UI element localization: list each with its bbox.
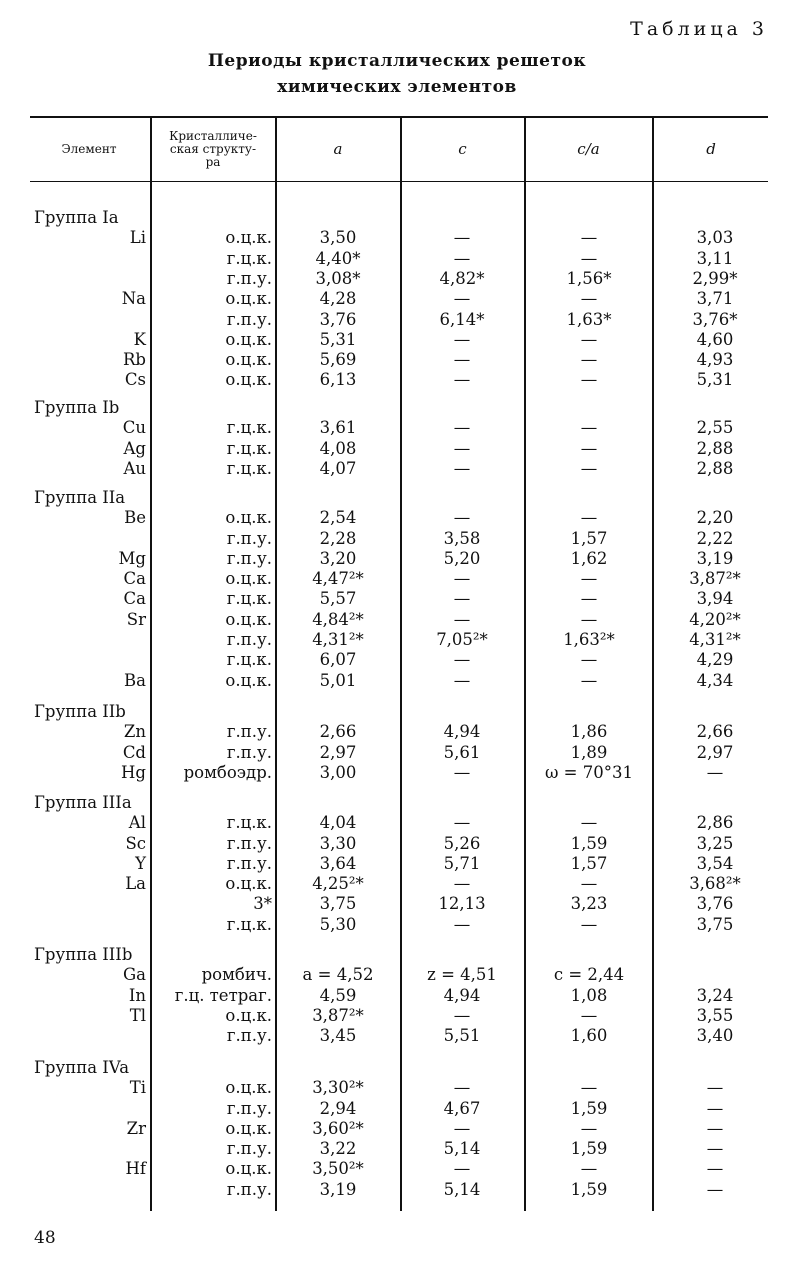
table-row [0, 549, 794, 569]
c-over-a-cell: — [580, 439, 598, 458]
d-cell: 3,24 [696, 986, 734, 1005]
a-cell: 3,20 [319, 549, 357, 568]
structure-cell: о.ц.к. [225, 508, 272, 527]
table-row [0, 874, 794, 894]
table-row [0, 915, 794, 935]
table-row [0, 630, 794, 650]
element-cell: Li [129, 228, 146, 247]
structure-cell: г.ц.к. [226, 249, 272, 268]
element-cell: Ga [122, 965, 146, 984]
c-cell: — [453, 915, 471, 934]
table-row [0, 289, 794, 309]
table-row [0, 569, 794, 589]
d-cell: — [706, 763, 724, 782]
a-cell: 4,04 [319, 813, 357, 832]
c-over-a-cell: 1,57 [570, 854, 608, 873]
c-cell: — [453, 1006, 471, 1025]
c-over-a-cell: 1,86 [570, 722, 608, 741]
table-row [0, 370, 794, 390]
a-cell: 3,75 [319, 894, 357, 913]
c-cell: — [453, 874, 471, 893]
c-cell: 7,05²* [436, 630, 488, 649]
a-cell: 2,28 [319, 529, 357, 548]
table-row [0, 743, 794, 763]
a-cell: 3,76 [319, 310, 357, 329]
element-cell: Sc [125, 834, 146, 853]
a-cell: 6,07 [319, 650, 357, 669]
c-over-a-cell: — [580, 249, 598, 268]
element-cell: Y [135, 854, 146, 873]
d-cell: 4,31²* [689, 630, 741, 649]
d-cell: 3,68²* [689, 874, 741, 893]
c-cell: 4,94 [443, 722, 481, 741]
c-over-a-cell: — [580, 874, 598, 893]
a-cell: 5,57 [319, 589, 357, 608]
c-over-a-cell: — [580, 459, 598, 478]
header-a: a [333, 139, 343, 158]
c-cell: — [453, 813, 471, 832]
page-number: 48 [34, 1228, 56, 1248]
c-over-a-cell: — [580, 610, 598, 629]
a-cell: 5,30 [319, 915, 357, 934]
a-cell: 4,40* [315, 249, 361, 268]
element-cell: Ag [123, 439, 146, 458]
d-cell: 5,31 [696, 370, 734, 389]
header-element: Элемент [61, 141, 117, 156]
structure-cell: г.ц.к. [226, 418, 272, 437]
a-cell: 4,08 [319, 439, 357, 458]
a-cell: 2,97 [319, 743, 357, 762]
c-cell: 5,20 [443, 549, 481, 568]
c-over-a-cell: 1,62 [570, 549, 608, 568]
structure-cell: г.п.у. [226, 529, 272, 548]
element-cell: Zr [126, 1119, 146, 1138]
a-cell: 3,30 [319, 834, 357, 853]
table-row [0, 330, 794, 350]
structure-cell: г.п.у. [226, 269, 272, 288]
group-label: Группа IIIb [34, 945, 133, 964]
d-cell: — [706, 1099, 724, 1118]
element-cell: Cd [122, 743, 146, 762]
c-cell: 5,14 [443, 1139, 481, 1158]
c-over-a-cell: 1,63* [566, 310, 612, 329]
c-over-a-cell: — [580, 813, 598, 832]
table-title-line-2: химических элементов [277, 77, 517, 97]
a-cell: 5,31 [319, 330, 357, 349]
structure-cell: г.п.у. [226, 549, 272, 568]
table-row [0, 508, 794, 528]
c-cell: 12,13 [438, 894, 486, 913]
c-cell: 5,71 [443, 854, 481, 873]
table-row [0, 1099, 794, 1119]
d-cell: — [706, 1180, 724, 1199]
c-cell: — [453, 439, 471, 458]
a-cell: 2,66 [319, 722, 357, 741]
d-cell: 3,25 [696, 834, 734, 853]
c-over-a-cell: — [580, 1006, 598, 1025]
c-over-a-cell: 1,60 [570, 1026, 608, 1045]
d-cell: 3,94 [696, 589, 734, 608]
structure-cell: г.п.у. [226, 1099, 272, 1118]
a-cell: 2,54 [319, 508, 357, 527]
structure-cell: г.ц.к. [226, 459, 272, 478]
c-over-a-cell: 1,59 [570, 1139, 608, 1158]
a-cell: 3,50²* [312, 1159, 364, 1178]
a-cell: 3,61 [319, 418, 357, 437]
c-over-a-cell: — [580, 508, 598, 527]
c-over-a-cell: 1,59 [570, 834, 608, 853]
element-cell: Hg [121, 763, 146, 782]
table-row [0, 854, 794, 874]
table-row [0, 965, 794, 985]
group-label: Группа Ia [34, 208, 119, 227]
table-row [0, 459, 794, 479]
element-cell: Be [124, 508, 146, 527]
table-row [0, 763, 794, 783]
table-title-line-1: Периоды кристаллических решеток [207, 51, 587, 71]
d-cell: 2,88 [696, 439, 734, 458]
c-cell: — [453, 289, 471, 308]
c-cell: — [453, 249, 471, 268]
c-cell: 4,67 [443, 1099, 481, 1118]
structure-cell: г.ц.к. [226, 439, 272, 458]
table-row [0, 1078, 794, 1098]
d-cell: 2,88 [696, 459, 734, 478]
group-heading [0, 398, 794, 418]
d-cell: 3,40 [696, 1026, 734, 1045]
c-over-a-cell: ω = 70°31 [544, 763, 633, 782]
group-label: Группа IIIa [34, 793, 132, 812]
c-cell: — [453, 1159, 471, 1178]
d-cell: 4,60 [696, 330, 734, 349]
structure-cell: г.п.у. [226, 1026, 272, 1045]
d-cell: 2,99* [692, 269, 738, 288]
c-cell: — [453, 418, 471, 437]
a-cell: 5,01 [319, 671, 357, 690]
table-row [0, 813, 794, 833]
structure-cell: 3* [253, 894, 272, 913]
structure-cell: г.п.у. [226, 310, 272, 329]
d-cell: 3,03 [696, 228, 734, 247]
table-row [0, 722, 794, 742]
a-cell: 4,25²* [312, 874, 364, 893]
d-cell: 3,76 [696, 894, 734, 913]
d-cell: 3,76* [692, 310, 738, 329]
header-bottom-rule [30, 181, 768, 182]
group-label: Группа Ib [34, 398, 120, 417]
a-cell: 4,59 [319, 986, 357, 1005]
c-cell: 5,14 [443, 1180, 481, 1199]
structure-cell: г.ц.к. [226, 915, 272, 934]
group-label: Группа IIb [34, 702, 126, 721]
table-row [0, 1139, 794, 1159]
group-heading [0, 793, 794, 813]
c-over-a-cell: — [580, 650, 598, 669]
d-cell: 4,29 [696, 650, 734, 669]
a-cell: 4,84²* [312, 610, 364, 629]
element-cell: Cs [124, 370, 146, 389]
structure-cell: о.ц.к. [225, 569, 272, 588]
d-cell: — [706, 1078, 724, 1097]
d-cell: 2,55 [696, 418, 734, 437]
c-cell: 4,82* [439, 269, 485, 288]
structure-cell: г.п.у. [226, 722, 272, 741]
a-cell: 3,87²* [312, 1006, 364, 1025]
c-over-a-cell: — [580, 915, 598, 934]
c-over-a-cell: — [580, 671, 598, 690]
c-cell: — [453, 671, 471, 690]
c-cell: — [453, 610, 471, 629]
a-cell: 3,19 [319, 1180, 357, 1199]
element-cell: Rb [123, 350, 146, 369]
table-row [0, 986, 794, 1006]
c-cell: — [453, 1119, 471, 1138]
d-cell: 3,75 [696, 915, 734, 934]
structure-cell: г.п.у. [226, 1180, 272, 1199]
element-cell: Na [121, 289, 146, 308]
c-over-a-cell: — [580, 1078, 598, 1097]
c-over-a-cell: 1,59 [570, 1099, 608, 1118]
element-cell: Zn [123, 722, 146, 741]
c-over-a-cell: — [580, 1119, 598, 1138]
header-c-over-a: c/a [577, 139, 600, 158]
element-cell: Mg [118, 549, 146, 568]
table-row [0, 610, 794, 630]
structure-cell: о.ц.к. [225, 289, 272, 308]
table-row [0, 249, 794, 269]
c-over-a-cell: — [580, 370, 598, 389]
structure-cell: о.ц.к. [225, 330, 272, 349]
element-cell: Tl [129, 1006, 146, 1025]
structure-cell: о.ц.к. [225, 874, 272, 893]
a-cell: 4,07 [319, 459, 357, 478]
c-cell: 5,51 [443, 1026, 481, 1045]
c-cell: — [453, 763, 471, 782]
c-cell: — [453, 459, 471, 478]
group-heading [0, 208, 794, 228]
c-over-a-cell: — [580, 589, 598, 608]
d-cell: — [706, 1119, 724, 1138]
table-row [0, 1180, 794, 1200]
c-cell: — [453, 569, 471, 588]
a-cell: 3,22 [319, 1139, 357, 1158]
structure-cell: г.п.у. [226, 1139, 272, 1158]
table-row [0, 834, 794, 854]
table-row [0, 1119, 794, 1139]
table-row [0, 529, 794, 549]
a-cell: 4,28 [319, 289, 357, 308]
structure-cell: ромбич. [201, 965, 272, 984]
a-cell: 3,64 [319, 854, 357, 873]
table-row [0, 671, 794, 691]
element-cell: Ca [123, 569, 146, 588]
d-cell: 3,87²* [689, 569, 741, 588]
d-cell: 2,97 [696, 743, 734, 762]
table-row [0, 310, 794, 330]
c-over-a-cell: — [580, 330, 598, 349]
group-heading [0, 945, 794, 965]
c-cell: — [453, 650, 471, 669]
a-cell: a = 4,52 [302, 965, 374, 984]
group-heading [0, 702, 794, 722]
d-cell: 2,66 [696, 722, 734, 741]
d-cell: — [706, 1159, 724, 1178]
c-over-a-cell: 1,56* [566, 269, 612, 288]
structure-cell: о.ц.к. [225, 1159, 272, 1178]
structure-cell: о.ц.к. [225, 1078, 272, 1097]
table-row [0, 439, 794, 459]
structure-cell: о.ц.к. [225, 1006, 272, 1025]
c-cell: — [453, 508, 471, 527]
d-cell: 3,55 [696, 1006, 734, 1025]
table-number: Таблица 3 [630, 18, 768, 40]
table-row [0, 228, 794, 248]
structure-cell: г.ц. тетраг. [174, 986, 272, 1005]
c-over-a-cell: — [580, 289, 598, 308]
d-cell: 2,22 [696, 529, 734, 548]
element-cell: Ba [124, 671, 146, 690]
a-cell: 3,30²* [312, 1078, 364, 1097]
element-cell: Cu [122, 418, 146, 437]
table-row [0, 350, 794, 370]
d-cell: 3,11 [696, 249, 734, 268]
group-heading [0, 488, 794, 508]
a-cell: 3,08* [315, 269, 361, 288]
c-over-a-cell: 1,08 [570, 986, 608, 1005]
structure-cell: г.п.у. [226, 834, 272, 853]
table-row [0, 418, 794, 438]
structure-cell: г.ц.к. [226, 813, 272, 832]
a-cell: 2,94 [319, 1099, 357, 1118]
group-heading [0, 1058, 794, 1078]
c-over-a-cell: — [580, 228, 598, 247]
element-cell: Hf [125, 1159, 146, 1178]
header-d: d [706, 139, 716, 158]
d-cell: 4,93 [696, 350, 734, 369]
structure-cell: о.ц.к. [225, 350, 272, 369]
d-cell: — [706, 1139, 724, 1158]
element-cell: Sr [126, 610, 146, 629]
table-row [0, 650, 794, 670]
d-cell: 2,20 [696, 508, 734, 527]
c-over-a-cell: 1,59 [570, 1180, 608, 1199]
header-structure: Кристалличе- ская структу- ра [169, 128, 257, 169]
c-over-a-cell: — [580, 569, 598, 588]
table-row [0, 894, 794, 914]
c-over-a-cell: — [580, 1159, 598, 1178]
element-cell: La [125, 874, 146, 893]
structure-cell: ромбоэдр. [183, 763, 272, 782]
element-cell: Au [123, 459, 146, 478]
c-over-a-cell: 3,23 [570, 894, 608, 913]
c-cell: — [453, 330, 471, 349]
header-c: c [458, 139, 467, 158]
c-over-a-cell: — [580, 350, 598, 369]
a-cell: 3,60²* [312, 1119, 364, 1138]
a-cell: 3,00 [319, 763, 357, 782]
d-cell: 3,71 [696, 289, 734, 308]
a-cell: 4,31²* [312, 630, 364, 649]
c-cell: 4,94 [443, 986, 481, 1005]
a-cell: 3,45 [319, 1026, 357, 1045]
c-cell: 6,14* [439, 310, 485, 329]
c-cell: — [453, 370, 471, 389]
element-cell: Ti [129, 1078, 146, 1097]
structure-cell: г.ц.к. [226, 589, 272, 608]
c-cell: — [453, 228, 471, 247]
structure-cell: г.п.у. [226, 630, 272, 649]
group-label: Группа IVa [34, 1058, 130, 1077]
d-cell: 4,20²* [689, 610, 741, 629]
a-cell: 5,69 [319, 350, 357, 369]
structure-cell: о.ц.к. [225, 1119, 272, 1138]
c-cell: 3,58 [443, 529, 481, 548]
c-cell: — [453, 1078, 471, 1097]
a-cell: 3,50 [319, 228, 357, 247]
table-row [0, 1006, 794, 1026]
table-row [0, 1159, 794, 1179]
structure-cell: г.п.у. [226, 854, 272, 873]
a-cell: 6,13 [319, 370, 357, 389]
c-cell: 5,61 [443, 743, 481, 762]
structure-cell: о.ц.к. [225, 610, 272, 629]
c-over-a-cell: 1,63²* [563, 630, 615, 649]
element-cell: Al [128, 813, 146, 832]
c-cell: z = 4,51 [427, 965, 497, 984]
structure-cell: о.ц.к. [225, 228, 272, 247]
element-cell: In [128, 986, 146, 1005]
c-cell: — [453, 589, 471, 608]
table-row [0, 1026, 794, 1046]
group-label: Группа IIa [34, 488, 126, 507]
d-cell: 3,19 [696, 549, 734, 568]
d-cell: 2,86 [696, 813, 734, 832]
c-cell: 5,26 [443, 834, 481, 853]
table-row [0, 269, 794, 289]
d-cell: 4,34 [696, 671, 734, 690]
element-cell: Ca [123, 589, 146, 608]
d-cell: 3,54 [696, 854, 734, 873]
structure-cell: г.ц.к. [226, 650, 272, 669]
c-over-a-cell: 1,89 [570, 743, 608, 762]
c-over-a-cell: — [580, 418, 598, 437]
table-row [0, 589, 794, 609]
c-cell: — [453, 350, 471, 369]
structure-cell: о.ц.к. [225, 370, 272, 389]
a-cell: 4,47²* [312, 569, 364, 588]
element-cell: K [133, 330, 146, 349]
c-over-a-cell: c = 2,44 [553, 965, 625, 984]
structure-cell: г.п.у. [226, 743, 272, 762]
c-over-a-cell: 1,57 [570, 529, 608, 548]
structure-cell: о.ц.к. [225, 671, 272, 690]
